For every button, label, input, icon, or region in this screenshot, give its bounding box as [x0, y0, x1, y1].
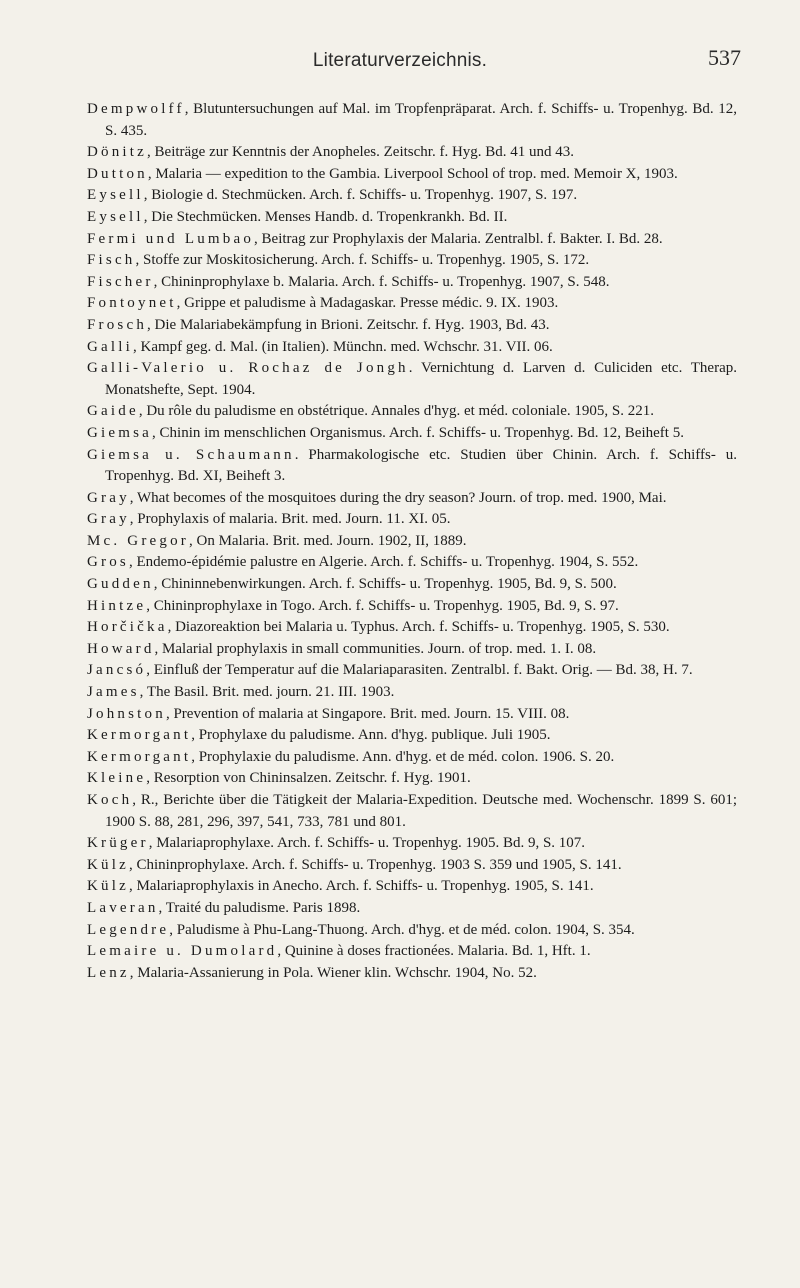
entry-author: Gros [87, 554, 129, 571]
entry-author: Johnston [87, 705, 166, 722]
entry-author: Fermi und Lumbao [87, 230, 255, 247]
entry-citation: , Chinin im menschlichen Organismus. Arch. f. Schiffs- u. Tropenhyg. Bd. 12, Beiheft 5. [152, 424, 684, 441]
entry-author: Mc. Gregor [87, 532, 189, 549]
entry-author: Eysell [87, 208, 144, 225]
entry-citation: , Traité du paludisme. Paris 1898. [158, 899, 361, 916]
entry-author: Kleine [87, 770, 147, 787]
bibliography-entry [87, 920, 737, 942]
entry-citation: , Malarial prophylaxis in small communities. Journ. of trop. med. 1. I. 08. [154, 640, 597, 657]
entry-citation: , Chininnebenwirkungen. Arch. f. Schiffs- u. Tropenhyg. 1905, Bd. 9, S. 500. [153, 576, 617, 593]
entry-author: Lemaire u. Dumolard [87, 943, 278, 960]
bibliography-entry [87, 358, 737, 401]
bibliography-entry [87, 164, 737, 186]
entry-author: Gudden [87, 576, 154, 593]
entry-author: Frosch [87, 316, 148, 333]
bibliography-list [87, 99, 737, 984]
running-head: Literaturverzeichnis. [312, 50, 488, 71]
entry-citation: , Chininprophylaxe in Togo. Arch. f. Schiffs- u. Tropenhyg. 1905, Bd. 9, S. 97. [146, 597, 619, 614]
bibliography-entry [87, 660, 737, 682]
entry-author: Koch [87, 792, 133, 808]
entry-citation: , Prophylaxis of malaria. Brit. med. Journ. 11. XI. 05. [129, 511, 451, 528]
entry-author: Kermorgant [87, 748, 192, 765]
bibliography-entry [87, 315, 737, 337]
bibliography-entry [87, 207, 737, 229]
entry-citation: , The Basil. Brit. med. journ. 21. III. 1903. [139, 684, 395, 701]
entry-citation: , Blutuntersuchungen auf Mal. im Tropfenpräparat. Arch. f. Schiffs- u. Tropenhyg. Bd. 12, S. 435. [105, 101, 737, 139]
entry-citation: , Diazoreaktion bei Malaria u. Typhus. Arch. f. Schiffs- u. Tropenhyg. 1905, S. 530. [167, 619, 670, 636]
bibliography-entry [87, 790, 737, 833]
entry-citation: , Endemo-épidémie palustre en Algerie. Arch. f. Schiffs- u. Tropenhyg. 1904, S. 552. [128, 554, 639, 571]
entry-citation: , Malaria — expedition to the Gambia. Liverpool School of trop. med. Memoir X, 1903. [147, 165, 678, 182]
entry-author: Fontoynet [87, 295, 177, 312]
bibliography-entry [87, 272, 737, 294]
bibliography-entry [87, 876, 737, 898]
bibliography-entry [87, 293, 737, 315]
bibliography-entry [87, 531, 737, 553]
entry-author: Horčička [87, 619, 168, 636]
bibliography-entry [87, 898, 737, 920]
entry-citation: , Resorption von Chininsalzen. Zeitschr. f. Hyg. 1901. [146, 770, 471, 787]
entry-author: Giemsa u. Schaumann [87, 446, 295, 463]
page-number: 537 [708, 45, 741, 70]
entry-author: Gaide [87, 403, 139, 420]
entry-citation: , Einfluß der Temperatur auf die Malariaparasiten. Zentralbl. f. Bakt. Orig. — Bd. 38, H. 7. [146, 662, 693, 679]
bibliography-entry [87, 229, 737, 251]
entry-author: Hintze [87, 597, 147, 614]
entry-citation: , Beitrag zur Prophylaxis der Malaria. Zentralbl. f. Bakter. I. Bd. 28. [254, 230, 663, 247]
entry-citation: , Chininprophylaxe. Arch. f. Schiffs- u. Tropenhyg. 1903 S. 359 und 1905, S. 141. [128, 856, 622, 873]
entry-author: Külz [87, 856, 129, 873]
bibliography-entry [87, 185, 737, 207]
entry-citation: , Quinine à doses fractionées. Malaria. Bd. 1, Hft. 1. [277, 943, 591, 960]
entry-author: Fischer [87, 273, 154, 290]
bibliography-entry [87, 401, 737, 423]
bibliography-entry [87, 552, 737, 574]
entry-citation: , Malariaprophylaxis in Anecho. Arch. f. Schiffs- u. Tropenhyg. 1905, S. 141. [128, 878, 594, 895]
entry-citation: , Chininprophylaxe b. Malaria. Arch. f. Schiffs- u. Tropenhyg. 1907, S. 548. [153, 273, 610, 290]
entry-author: Gray [87, 489, 130, 506]
entry-author: Lenz [87, 964, 130, 981]
entry-citation: , R., Berichte über die Tätigkeit der Malaria-Expedition. Deutsche med. Wochenschr. 1899 S. 601; 1900 S. 88, 281, 296, 397, 541, 733, 781 und 801. [105, 792, 737, 830]
entry-citation: , Beiträge zur Kenntnis der Anopheles. Zeitschr. f. Hyg. Bd. 41 und 43. [147, 144, 575, 161]
bibliography-entry [87, 833, 737, 855]
entry-citation: , Stoffe zur Moskitosicherung. Arch. f. Schiffs- u. Tropenhyg. 1905, S. 172. [135, 252, 590, 269]
entry-citation: , On Malaria. Brit. med. Journ. 1902, II, 1889. [188, 532, 467, 549]
bibliography-entry [87, 704, 737, 726]
entry-author: Külz [87, 878, 129, 895]
entry-author: Laveran [87, 899, 159, 916]
entry-citation: . Pharmakologische etc. Studien über Chinin. Arch. f. Schiffs- u. Tropenhyg. Bd. XI, Beiheft 3. [105, 446, 737, 485]
bibliography-entry [87, 509, 737, 531]
bibliography-entry [87, 768, 737, 790]
entry-citation: , Die Stechmücken. Menses Handb. d. Tropenkrankh. Bd. II. [143, 208, 508, 225]
entry-citation: , Grippe et paludisme à Madagaskar. Presse médic. 9. IX. 1903. [176, 295, 559, 312]
entry-author: Giemsa [87, 424, 153, 441]
entry-author: Krüger [87, 835, 149, 852]
bibliography-entry [87, 574, 737, 596]
bibliography-entry [87, 855, 737, 877]
entry-citation: . Vernichtung d. Larven d. Culiciden etc. Therap. Monatshefte, Sept. 1904. [105, 360, 737, 398]
entry-author: Legendre [87, 921, 170, 938]
entry-author: Jancsó [87, 662, 147, 679]
bibliography-entry [87, 445, 737, 488]
bibliography-entry [87, 423, 737, 445]
entry-author: Fisch [87, 252, 136, 269]
entry-author: Galli-Valerio u. Rochaz de Jongh [87, 360, 409, 377]
entry-citation: , Prevention of malaria at Singapore. Brit. med. Journ. 15. VIII. 08. [165, 705, 570, 722]
entry-author: Dönitz [87, 144, 148, 161]
bibliography-entry [87, 963, 737, 985]
entry-author: Kermorgant [87, 727, 192, 744]
bibliography-entry [87, 99, 737, 142]
entry-author: Eysell [87, 187, 144, 204]
bibliography-entry [87, 941, 737, 963]
entry-citation: , Prophylaxie du paludisme. Ann. d'hyg. et de méd. colon. 1906. S. 20. [191, 748, 615, 765]
bibliography-entry [87, 250, 737, 272]
entry-author: Dempwolff [87, 101, 185, 117]
bibliography-entry [87, 725, 737, 747]
bibliography-entry [87, 747, 737, 769]
entry-citation: , Malariaprophylaxe. Arch. f. Schiffs- u. Tropenhyg. 1905. Bd. 9, S. 107. [148, 835, 586, 852]
entry-citation: , What becomes of the mosquitoes during the dry season? Journ. of trop. med. 1900, Mai. [129, 489, 667, 506]
entry-citation: , Die Malariabekämpfung in Brioni. Zeitschr. f. Hyg. 1903, Bd. 43. [147, 316, 550, 333]
entry-citation: , Kampf geg. d. Mal. (in Italien). Münchn. med. Wchschr. 31. VII. 06. [133, 338, 553, 355]
entry-author: Dutton [87, 165, 148, 182]
bibliography-entry [87, 682, 737, 704]
entry-citation: , Malaria-Assanierung in Pola. Wiener klin. Wchschr. 1904, No. 52. [129, 964, 537, 981]
bibliography-entry [87, 617, 737, 639]
entry-citation: , Du rôle du paludisme en obstétrique. Annales d'hyg. et méd. coloniale. 1905, S. 221. [138, 403, 654, 420]
entry-author: Galli [87, 338, 133, 355]
bibliography-entry [87, 337, 737, 359]
entry-citation: , Prophylaxe du paludisme. Ann. d'hyg. publique. Juli 1905. [191, 727, 551, 744]
bibliography-entry [87, 639, 737, 661]
entry-author: James [87, 684, 140, 701]
entry-citation: , Biologie d. Stechmücken. Arch. f. Schiffs- u. Tropenhyg. 1907, S. 197. [143, 187, 578, 204]
bibliography-entry [87, 488, 737, 510]
bibliography-entry [87, 596, 737, 618]
bibliography-entry [87, 142, 737, 164]
entry-citation: , Paludisme à Phu-Lang-Thuong. Arch. d'hyg. et de méd. colon. 1904, S. 354. [169, 921, 635, 938]
entry-author: Gray [87, 511, 130, 528]
entry-author: Howard [87, 640, 155, 657]
